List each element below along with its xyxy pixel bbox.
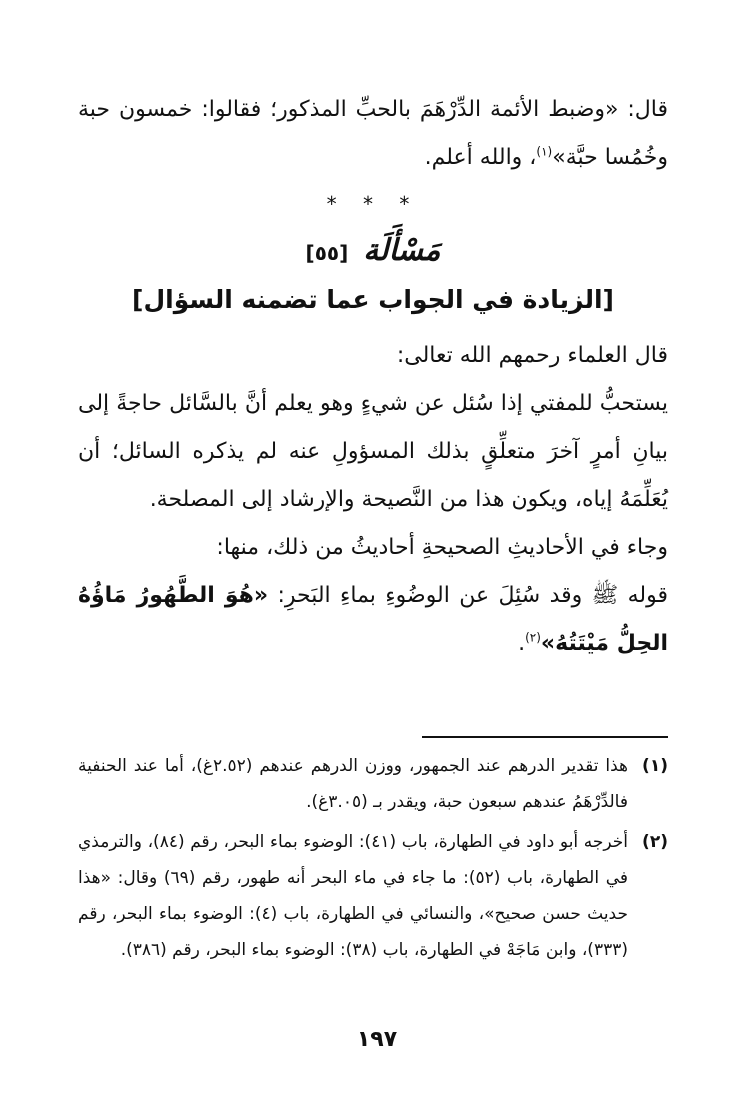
issue-heading bbox=[78, 224, 668, 278]
footnote-2 bbox=[78, 824, 668, 968]
footnote-marker: (١) bbox=[642, 756, 668, 776]
footnote-text: أخرجه أبو داود في الطهارة، باب (٤١): الوضوء بماء البحر، رقم (٨٤)، والترمذي في الطهارة، باب (٥٢): ما جاء في ماء البحر أنه طهور، رقم (٦٩) وقال: «هذا حديث حسن صحيح»، والنسائي في الطهارة، باب (٤): الوضوء بماء البحر، رقم (٣٣٣)، وابن مَاجَهْ في الطهارة، باب (٣٨): الوضوء بماء البحر، رقم (٣٨٦). bbox=[78, 832, 628, 960]
footnote-divider bbox=[422, 736, 668, 738]
mufti-ruling-text: يستحبُّ للمفتي إذا سُئل عن شيءٍ وهو يعلم أنَّ بالسَّائل حاجةً إلى بيانِ أمرٍ آخرَ متعلِّقٍ بذلك المسؤولِ عنه لم يذكره السائل؛ أن يُعَلِّمَهُ إياه، ويكون هذا من النَّصيحة والإرشاد إلى المصلحة. bbox=[78, 391, 668, 512]
opening-quote-tail: ، والله أعلم. bbox=[424, 145, 537, 170]
hadith-intro-text: وجاء في الأحاديثِ الصحيحةِ أحاديثُ من ذلك، منها: bbox=[216, 535, 668, 560]
mufti-ruling-paragraph bbox=[78, 380, 668, 524]
footnotes-block bbox=[78, 748, 668, 972]
hadith-tail: . bbox=[518, 631, 526, 656]
footnote-1 bbox=[78, 748, 668, 820]
footnote-ref-2: (٢) bbox=[525, 630, 541, 645]
issue-number: [٥٥] bbox=[305, 241, 349, 265]
scholars-intro-paragraph bbox=[78, 332, 668, 380]
scholars-intro-text: قال العلماء رحمهم الله تعالى: bbox=[396, 343, 668, 368]
opening-paragraph bbox=[78, 86, 668, 182]
sea-water-hadith-paragraph bbox=[78, 572, 668, 668]
footnote-marker: (٢) bbox=[642, 832, 668, 852]
section-separator: * * * bbox=[326, 192, 420, 216]
main-text-block bbox=[78, 86, 668, 668]
hadith-intro-paragraph bbox=[78, 524, 668, 572]
hadith-quote: «هُوَ الطَّهُورُ مَاؤُهُ الحِلُّ مَيْتَتُهُ» bbox=[78, 583, 668, 656]
page-number: ١٩٧ bbox=[356, 1027, 398, 1052]
opening-quote-text: قال: «وضبط الأئمة الدِّرْهَمَ بالحبِّ المذكور؛ فقالوا: خمسون حبة وخُمُسا حبَّة» bbox=[78, 97, 668, 170]
hadith-context-text: قوله ﷺ وقد سُئِلَ عن الوضُوءِ بماءِ البَحرِ: bbox=[268, 583, 668, 608]
issue-calligraphy: مَسْأَلَة bbox=[363, 233, 441, 268]
footnote-ref-1: (١) bbox=[536, 144, 553, 159]
section-title: [الزيادة في الجواب عما تضمنه السؤال] bbox=[132, 285, 614, 314]
footnote-text: هذا تقدير الدرهم عند الجمهور، ووزن الدرهم عندهم (٢.٥٢غ)، أما عند الحنفية فالدِّرْهَمُ عندهم سبعون حبة، ويقدر بـ (٣.٠٥غ). bbox=[78, 756, 628, 812]
